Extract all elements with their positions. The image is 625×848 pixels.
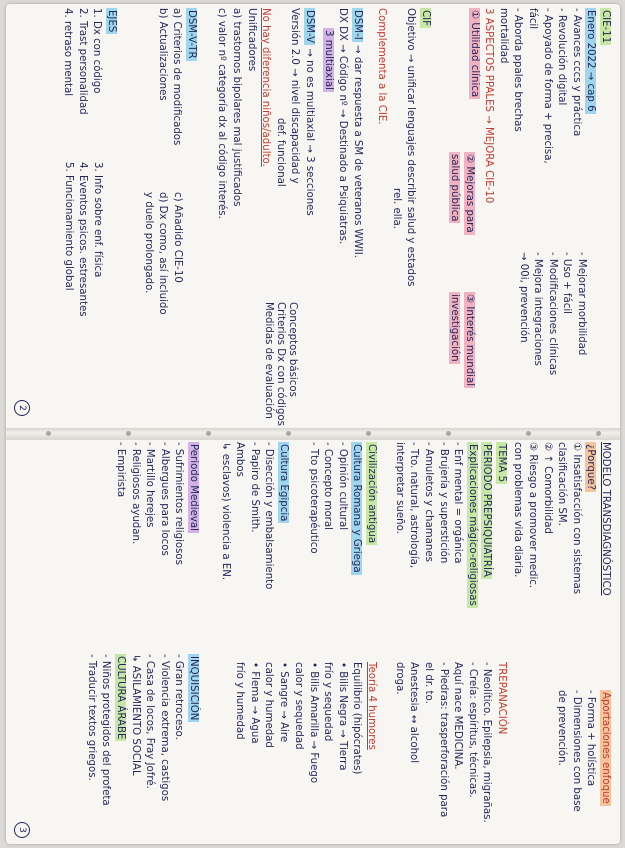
text-line: • Flema → Agua <box>248 662 260 744</box>
text-line: - Opinión cultural <box>336 442 348 531</box>
egipcia-section <box>217 442 290 589</box>
text-line: - Piedras: trasperforación para <box>437 662 449 818</box>
text-line: Criterios Dx con códigos <box>275 302 286 426</box>
text-line: a) Criterios de modificados <box>171 8 183 146</box>
text-line: salud pública <box>449 154 461 222</box>
tema5-section <box>391 442 508 608</box>
cie11-aspects-3 <box>447 292 476 388</box>
dsm5tr-right <box>140 192 184 315</box>
ejes-right <box>60 162 104 317</box>
text-line: - Mejorar morbilidad <box>576 252 587 356</box>
text-line: ↳ ASILAMIENTO SOCIAL <box>129 654 141 776</box>
cie11-right <box>515 252 588 375</box>
text-line: frío y sequedad <box>322 662 334 742</box>
cif-title: CIF <box>420 10 431 26</box>
section-title: INQUISICIÓN <box>188 656 199 721</box>
text-line: droga. <box>393 662 405 695</box>
text-line: ↳ esclavos) violencia a EN. <box>219 442 231 581</box>
aportaciones <box>554 690 612 812</box>
text-line: Versión 2.0 → nivel discapacidad y <box>289 8 301 184</box>
dsm5-sections <box>262 302 298 426</box>
text-line: calor y humedad <box>263 662 275 748</box>
medieval-section <box>112 442 200 565</box>
text-line: def. funcional <box>274 118 286 187</box>
humores-2 <box>232 662 290 748</box>
text-line: - Neolítico. Epilepsia, migrañas. <box>481 662 493 823</box>
text-line: → 00i, prevención <box>517 252 529 343</box>
section-title: Periodo Medieval <box>188 444 199 531</box>
text-line: - Casa de locos, Fray Jofré. <box>144 654 156 789</box>
text-line: ① Utilidad clínica <box>468 10 480 98</box>
text-line: Ambos <box>234 442 246 477</box>
text-line: ① Insatisfacción con sistemas <box>570 442 582 595</box>
text-line: mortalidad <box>497 8 509 64</box>
text-line: d) Dx como, así incluido <box>157 192 169 315</box>
text-line: - Uso + fácil <box>561 252 573 315</box>
text-line: 2. Trast personalidad <box>76 8 88 115</box>
dsm1-section: DSM-I → dar respuesta a SM de veteranos WWII. DX DX → Código nº → Destinado a Psiquiatras. 3 multiaxial <box>322 8 363 259</box>
text-line: a) trastornos bipolares mal justificados <box>231 8 243 207</box>
cie11-section <box>466 8 612 203</box>
text-line: DX → Código nº → Destinado a Psiquiatras. <box>337 26 349 245</box>
text-line: b) Actualizaciones <box>156 8 168 101</box>
text-line: ② ↑ Comorbilidad <box>541 442 553 534</box>
ejes-title: EJES <box>106 10 117 33</box>
dsm5-section <box>214 8 316 219</box>
text-line: - Violencia extrema, castigos <box>158 654 170 802</box>
text-line: ¿Porque? <box>585 444 597 491</box>
text-line: interpretar sueño. <box>393 442 405 534</box>
page-number: 2 <box>14 400 30 416</box>
section-title: TEMA 5 <box>496 444 507 483</box>
cie11-title: CIE-11 <box>600 10 611 44</box>
text-line: 5. Funcionamiento global <box>62 162 74 291</box>
text-line: - Gran retroceso. <box>173 654 185 740</box>
text-line: - Avances cccs y práctica <box>570 8 582 137</box>
text-line: ③ Interés mundial <box>464 294 475 387</box>
text-line: rel. ella. <box>390 188 402 229</box>
text-line: • Sangre → Aire <box>278 662 289 743</box>
dsm5-title: DSM-V <box>304 10 315 44</box>
text-line: 3 multiaxial <box>322 30 334 90</box>
inquisicion <box>83 654 200 806</box>
text-line: - Concepto moral <box>322 442 334 530</box>
text-line: Equilibrio (hipócrates) <box>351 662 363 775</box>
text-line: - Dimensiones con base <box>570 690 582 812</box>
trepanacion <box>391 662 508 823</box>
section-title: MODELO TRANSDIAGNÓSTICO <box>600 442 611 596</box>
bottom-page <box>8 438 618 842</box>
section-title: Teoría 4 humores <box>366 662 377 750</box>
text-line: 1. Dx con código <box>91 8 103 94</box>
text-line: - Traducir textos griegos. <box>85 654 97 781</box>
text-line: Medidas de evaluación <box>263 302 274 419</box>
text-line: y duelo prolongado. <box>142 192 154 294</box>
text-line: - Mejora integraciones <box>532 252 544 366</box>
text-line: - Empirista <box>115 442 127 498</box>
text-line: - Niños protegidos del profeta <box>100 654 112 806</box>
text-line: - Sufrimientos religiosos <box>173 442 185 565</box>
text-line: → dar respuesta a SM de veteranos WWII. <box>352 45 363 259</box>
text-line: calor y sequedad <box>293 662 305 750</box>
text-line: - Albergues para locos <box>158 442 170 556</box>
transdiagnostic-section <box>510 442 612 596</box>
dsm5tr-section <box>154 8 198 145</box>
ejes-section <box>60 8 118 115</box>
humores <box>290 662 378 783</box>
page-number: 3 <box>14 822 30 838</box>
text-line: - Martillo herejes <box>144 442 156 528</box>
section-title: Civilización antigua <box>366 444 377 544</box>
text-line: - Creía: espíritus, técnicas. <box>466 662 478 798</box>
text-line: Conceptos básicos <box>287 302 298 397</box>
section-title: TREPANACIÓN <box>496 662 507 735</box>
text-line: No hay diferencia niños/adulto. <box>260 8 272 167</box>
section-title: Cultura Egipcia <box>278 444 289 522</box>
text-line: clasificación SM. <box>556 442 568 526</box>
text-line: 4. Eventos psicos. estresantes <box>77 162 89 317</box>
text-line: ② Mejoras para <box>464 154 475 233</box>
text-line: Unificadores <box>245 8 257 72</box>
dsm5tr-title: DSM-V-TR <box>186 10 197 59</box>
text-line: • Bilis Negra → Tierra <box>336 662 348 771</box>
text-line: - Modificaciones clínicas <box>546 252 558 376</box>
text-line: - Disección y embalsamiento <box>263 442 275 590</box>
text-line: investigación <box>449 294 461 362</box>
text-line: fácil <box>527 8 539 30</box>
text-line: c) Añadido CIE-10 <box>172 192 183 283</box>
text-line: - Enf mental = orgánica <box>452 442 464 564</box>
text-line: frío y humedad <box>234 662 246 740</box>
text-line: → no es multiaxial → 3 secciones <box>304 48 315 216</box>
text-line: con problemas vida diaria. <box>512 442 524 578</box>
text-line: Enero 2022 → cap 6 <box>585 10 597 112</box>
text-line: Anestesia ↔ alcohol <box>408 662 420 764</box>
text-line: 3 ASPECTOS PPALES → MEJORA CIE-10 <box>483 8 495 204</box>
text-line: c) valor nº categoría dx al código interés. <box>216 8 228 219</box>
text-line: Objetivo → unificar lenguajes describir salud y estados <box>405 8 417 287</box>
text-line: - Amuletos y chamanes <box>423 442 435 562</box>
text-line: - Tto. natural, astrología, <box>408 442 420 569</box>
section-title: CULTURA ÁRABE <box>115 656 127 740</box>
text-line: Cultura Romana y Griega <box>351 444 363 573</box>
text-line: - Tto psicoterapéutico <box>307 442 319 554</box>
text-line: - Apoyado de forma + precisa, <box>541 8 553 164</box>
text-line: Aquí nace MEDICINA. <box>452 662 464 770</box>
text-line: Complementa a la CIE. <box>376 8 388 125</box>
text-line: 3. Info sobre enf. física <box>92 162 103 278</box>
text-line: - Revolución digital <box>556 8 568 106</box>
text-line: de prevención. <box>556 690 568 766</box>
text-line: • Bilis Amarilla → Fuego <box>307 662 319 784</box>
text-line: - Papiro de Smith. <box>248 442 260 533</box>
dsm1-title: DSM-I <box>352 10 363 40</box>
text-line: 4. retraso mental <box>62 8 74 97</box>
cif-section <box>374 8 432 287</box>
text-line: ③ Riesgo a promover medic. <box>527 442 539 589</box>
text-line: - Brujería y superstición <box>437 442 449 564</box>
text-line: - Aborda ppales brechas <box>512 8 524 132</box>
section-title: Aportaciones enfoque <box>600 692 611 804</box>
text-line: - Religiosos ayudan. <box>129 442 141 545</box>
text-line: el dr. to. <box>423 662 435 704</box>
section-title: PERIODO PREPSIQUIATRÍA <box>481 444 493 577</box>
cie11-aspects <box>447 152 476 235</box>
text-line: - Forma + holística <box>585 690 597 787</box>
top-page <box>8 2 618 426</box>
text-line: Explicaciones mágico-religiosas <box>466 444 478 606</box>
antigua-section <box>305 442 378 575</box>
